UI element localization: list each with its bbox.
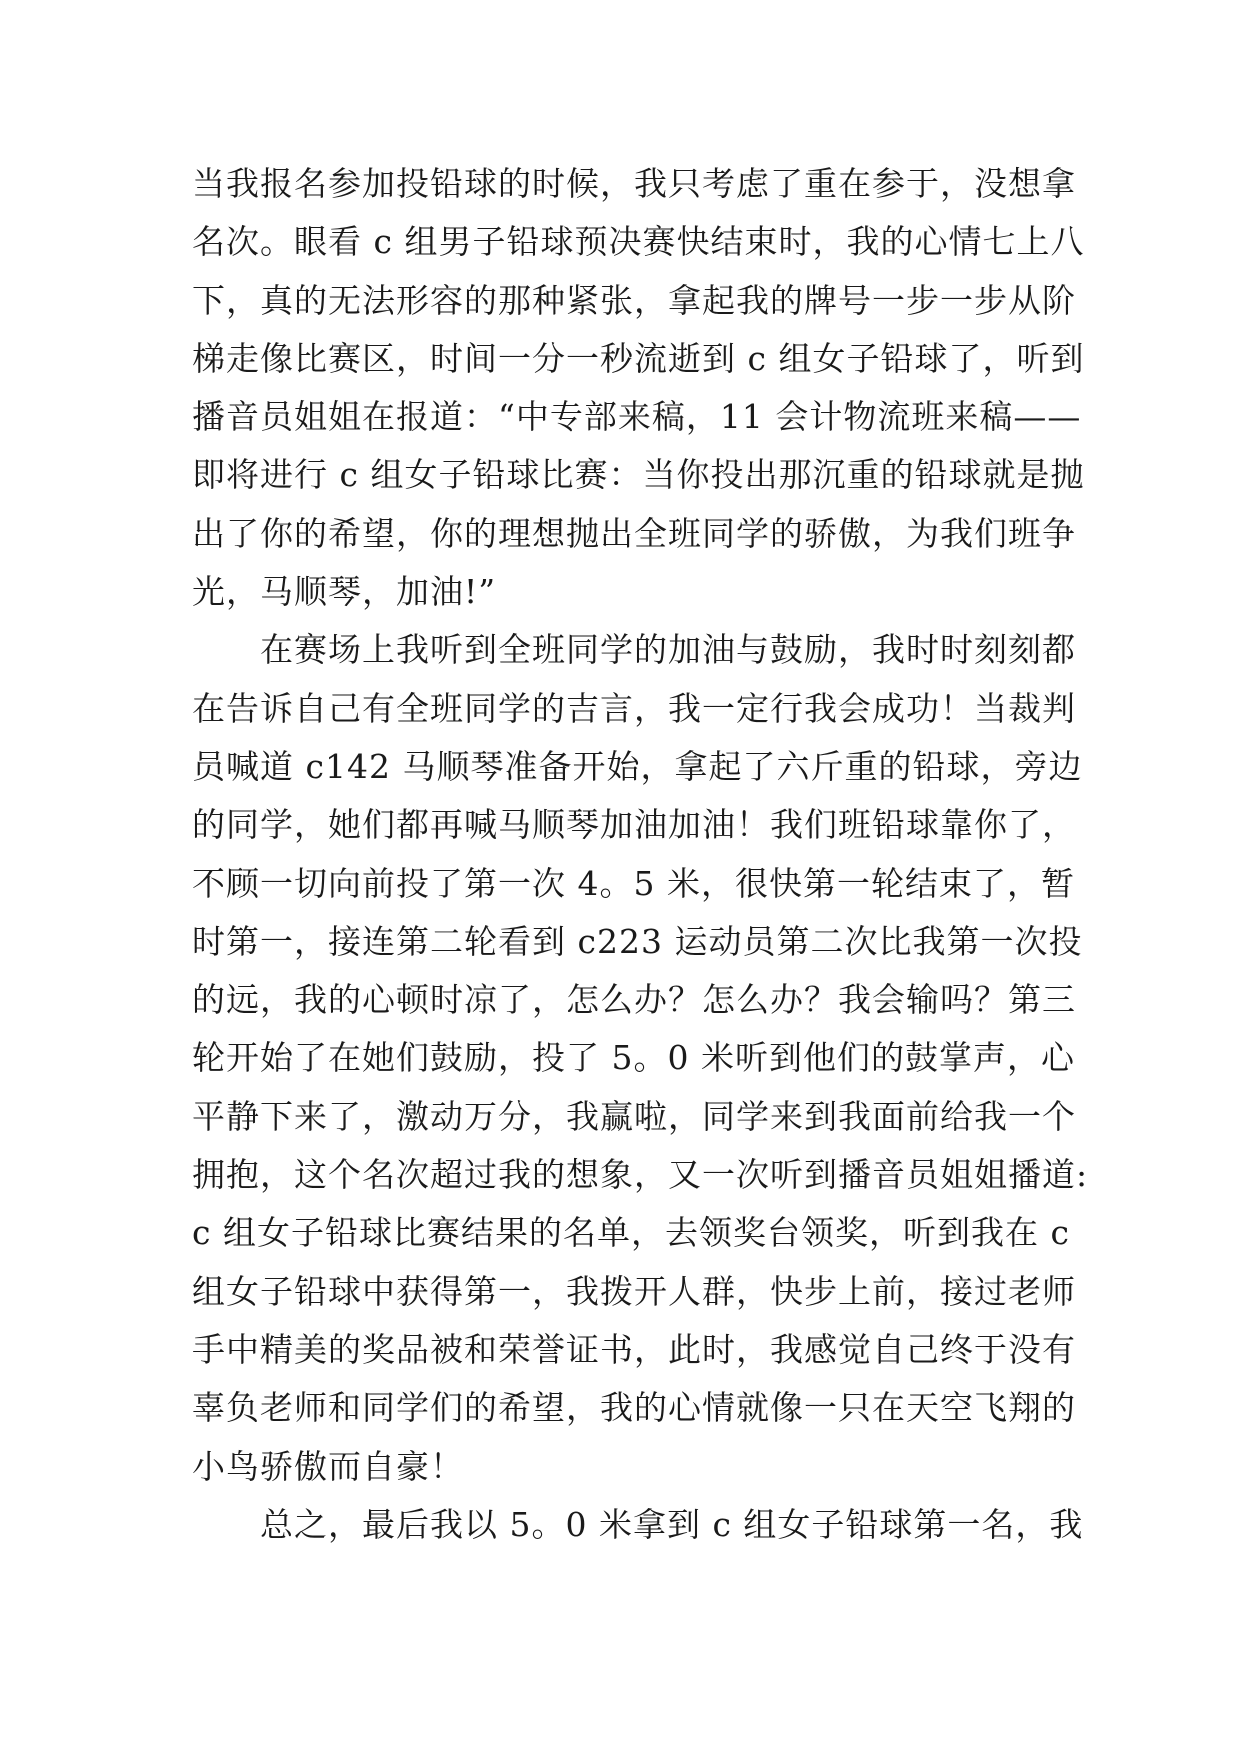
text-line: 总之，最后我以 5。0 米拿到 c 组女子铅球第一名，我 xyxy=(260,1504,1084,1544)
text-line: 出了你的希望，你的理想抛出全班同学的骄傲，为我们班争 xyxy=(192,513,1076,553)
text-line: 组女子铅球中获得第一，我拨开人群，快步上前，接过老师 xyxy=(192,1271,1076,1311)
text-line: 的远，我的心顿时凉了，怎么办？怎么办？我会输吗？第三 xyxy=(192,980,1076,1020)
text-line: 在赛场上我听到全班同学的加油与鼓励，我时时刻刻都 xyxy=(260,630,1076,670)
text-line: 时第一，接连第二轮看到 c223 运动员第二次比我第一次投 xyxy=(192,921,1083,961)
text-line: 平静下来了，激动万分，我赢啦，同学来到我面前给我一个 xyxy=(192,1096,1076,1136)
text-line: 光，马顺琴，加油!” xyxy=(192,572,497,612)
text-line: 手中精美的奖品被和荣誉证书，此时，我感觉自己终于没有 xyxy=(192,1329,1076,1369)
text-line: 拥抱，这个名次超过我的想象，又一次听到播音员姐姐播道: xyxy=(192,1155,1089,1195)
text-line: 辜负老师和同学们的希望，我的心情就像一只在天空飞翔的 xyxy=(192,1388,1076,1428)
paragraph xyxy=(192,1496,1084,1554)
text-line: 播音员姐姐在报道：“中专部来稿，11 会计物流班来稿—— xyxy=(192,397,1082,437)
paragraph xyxy=(192,621,1089,1495)
text-line: 小鸟骄傲而自豪！ xyxy=(192,1446,464,1486)
document-body xyxy=(192,155,1089,1554)
text-line: 梯走像比赛区，时间一分一秒流逝到 c 组女子铅球了，听到 xyxy=(192,338,1085,378)
text-line: 的同学，她们都再喊马顺琴加油加油！我们班铅球靠你了， xyxy=(192,805,1076,845)
paragraph xyxy=(192,155,1085,621)
text-line: 不顾一切向前投了第一次 4。5 米，很快第一轮结束了，暂 xyxy=(192,863,1075,903)
text-line: 即将进行 c 组女子铅球比赛：当你投出那沉重的铅球就是抛 xyxy=(192,455,1085,495)
text-line: 名次。眼看 c 组男子铅球预决赛快结束时，我的心情七上八 xyxy=(192,222,1085,262)
text-line: 当我报名参加投铅球的时候，我只考虑了重在参于，没想拿 xyxy=(192,164,1076,203)
text-line: 员喊道 c142 马顺琴准备开始，拿起了六斤重的铅球，旁边 xyxy=(192,746,1083,786)
text-line: 轮开始了在她们鼓励，投了 5。0 米听到他们的鼓掌声，心 xyxy=(192,1038,1075,1078)
text-line: c 组女子铅球比赛结果的名单，去领奖台领奖，听到我在 c xyxy=(192,1213,1070,1253)
text-line: 下，真的无法形容的那种紧张，拿起我的牌号一步一步从阶 xyxy=(192,280,1076,320)
text-line: 在告诉自己有全班同学的吉言，我一定行我会成功！当裁判 xyxy=(192,688,1076,728)
